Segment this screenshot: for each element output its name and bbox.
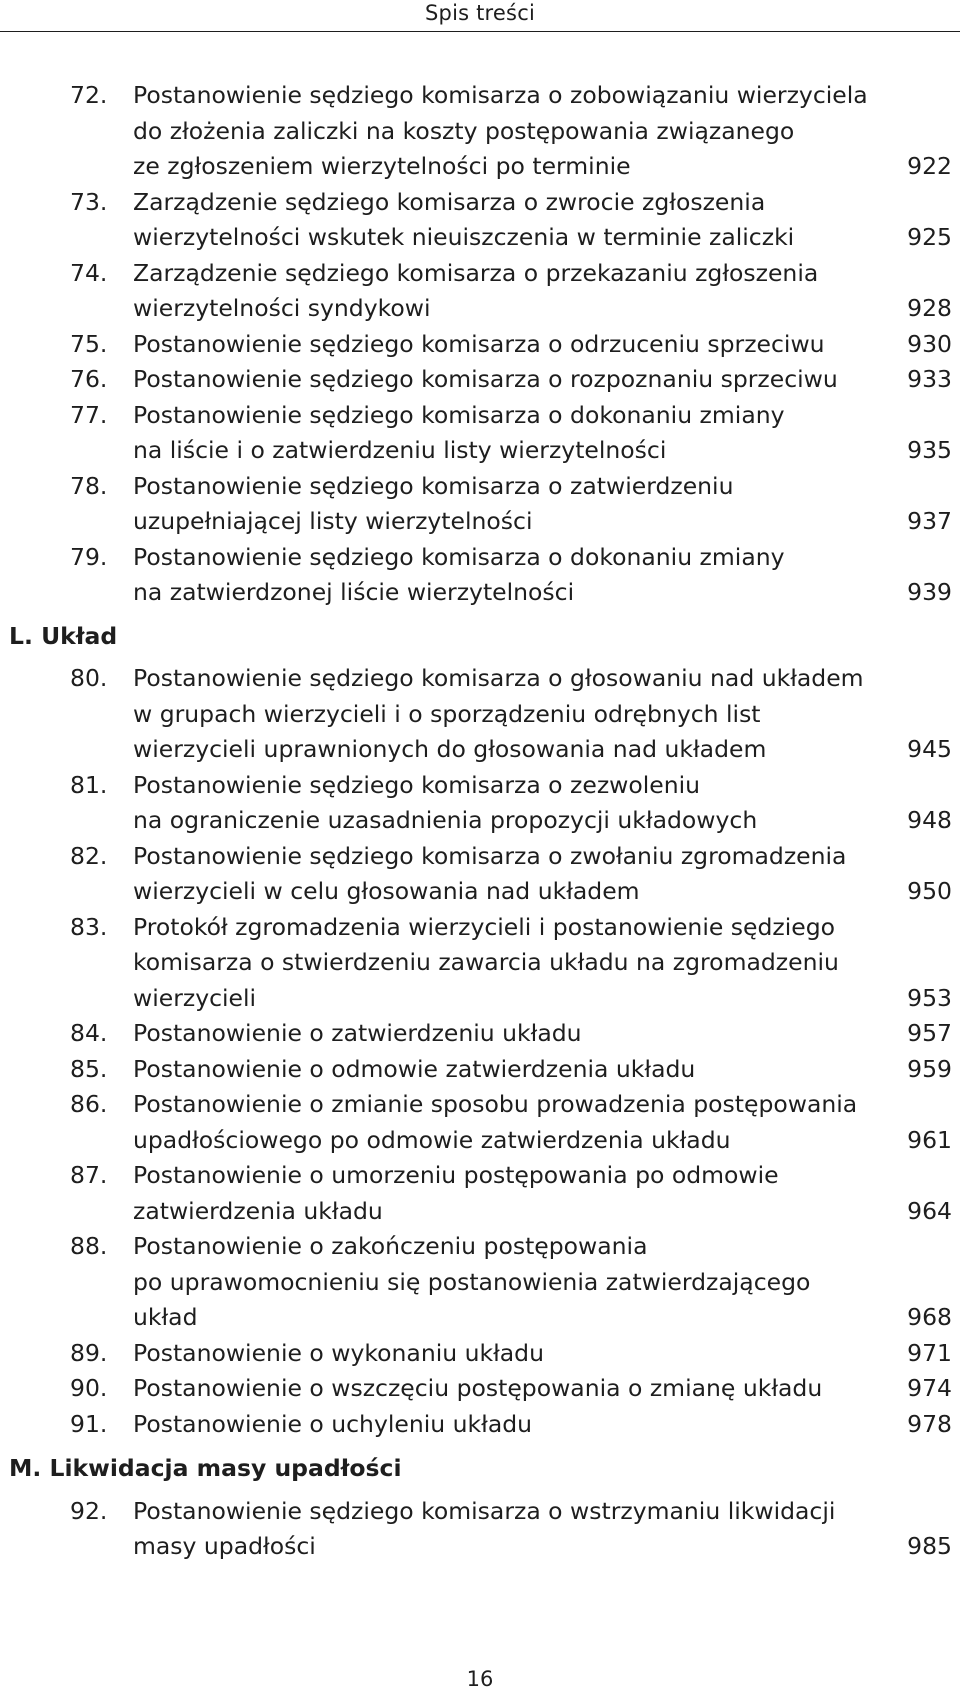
entry-number: 92. xyxy=(70,1496,108,1525)
entry-title-line: masy upadłości xyxy=(133,1532,316,1560)
entry-page-number: 948 xyxy=(907,806,952,834)
entry-page-number: 959 xyxy=(907,1054,952,1083)
entry-title-line: komisarza o stwierdzeniu zawarcia układu na zgromadzeniu xyxy=(133,948,839,976)
entry-page-number: 974 xyxy=(907,1374,952,1402)
entry-title-line: Zarządzenie sędziego komisarza o przekazaniu zgłoszenia xyxy=(133,258,819,287)
entry-title-line: Postanowienie sędziego komisarza o zobowiązaniu wierzyciela xyxy=(133,81,868,109)
entry-number: 77. xyxy=(70,400,108,429)
entry-title-line: wierzycieli uprawnionych do głosowania nad układem xyxy=(133,735,767,763)
entry-title-line: Postanowienie o zmianie sposobu prowadzenia postępowania xyxy=(133,1090,858,1118)
entry-title-line: uzupełniającej listy wierzytelności xyxy=(133,507,533,535)
entry-title-line: Postanowienie o wszczęciu postępowania o zmianę układu xyxy=(133,1374,823,1402)
toc-entry xyxy=(0,1371,960,1407)
entry-page-number: 985 xyxy=(907,1532,952,1560)
entry-number: 76. xyxy=(70,365,108,393)
entry-page-number: 968 xyxy=(907,1303,952,1331)
entry-title-line: Postanowienie sędziego komisarza o głosowaniu nad układem xyxy=(133,664,864,692)
entry-title-line: upadłościowego po odmowie zatwierdzenia układu xyxy=(133,1125,731,1154)
entry-page-number: 933 xyxy=(907,365,952,393)
entry-title-line: Postanowienie o odmowie zatwierdzenia układu xyxy=(133,1054,696,1083)
entry-page-number: 928 xyxy=(907,294,952,322)
entry-title-line: Postanowienie sędziego komisarza o odrzuceniu sprzeciwu xyxy=(133,329,825,358)
entry-page-number: 939 xyxy=(907,578,952,606)
entry-title-line: Postanowienie o zatwierdzeniu układu xyxy=(133,1019,582,1047)
entry-number: 85. xyxy=(70,1054,108,1083)
entry-title-line: zatwierdzenia układu xyxy=(133,1196,383,1225)
toc-entry xyxy=(0,1407,960,1443)
entry-page-number: 950 xyxy=(907,877,952,905)
toc-entry xyxy=(0,540,960,611)
toc-entry xyxy=(0,1494,960,1565)
entry-title-line: wierzycieli w celu głosowania nad układem xyxy=(133,877,640,905)
entry-page-number: 925 xyxy=(907,223,952,251)
entry-number: 79. xyxy=(70,542,108,571)
entry-number: 82. xyxy=(70,841,108,870)
entry-title-line: układ xyxy=(133,1303,198,1331)
entry-number: 75. xyxy=(70,329,108,358)
entry-page-number: 922 xyxy=(907,152,952,180)
entry-number: 81. xyxy=(70,770,108,799)
entry-title-line: wierzytelności syndykowi xyxy=(133,294,431,322)
toc-entry xyxy=(0,910,960,1017)
toc-entry xyxy=(0,661,960,768)
entry-number: 84. xyxy=(70,1019,108,1047)
entry-number: 74. xyxy=(70,258,108,287)
toc-entry xyxy=(0,839,960,910)
toc-entry xyxy=(0,1052,960,1088)
toc-entry xyxy=(0,362,960,398)
toc-group-m xyxy=(0,1494,960,1565)
entry-title-line: Postanowienie o umorzeniu postępowania po odmowie xyxy=(133,1161,779,1189)
entry-number: 89. xyxy=(70,1338,108,1367)
entry-number: 83. xyxy=(70,912,108,941)
entry-title-line: Postanowienie sędziego komisarza o zezwoleniu xyxy=(133,770,701,799)
toc-entry xyxy=(0,1158,960,1229)
page-number: 16 xyxy=(466,1667,494,1691)
entry-title-line: Postanowienie o zakończeniu postępowania xyxy=(133,1232,648,1260)
entry-title-line: do złożenia zaliczki na koszty postępowania związanego xyxy=(133,116,795,145)
entry-number: 88. xyxy=(70,1232,108,1260)
toc-entry xyxy=(0,78,960,185)
entry-title-line: Postanowienie sędziego komisarza o dokonaniu zmiany xyxy=(133,542,785,571)
entry-title-line: wierzytelności wskutek nieuiszczenia w terminie zaliczki xyxy=(133,223,795,251)
entry-number: 87. xyxy=(70,1161,108,1189)
section-heading-m: M. Likwidacja masy upadłości xyxy=(9,1454,402,1482)
header-divider xyxy=(0,31,960,32)
entry-title-line: w grupach wierzycieli i o sporządzeniu odrębnych list xyxy=(133,699,761,728)
toc-entry xyxy=(0,256,960,327)
entry-title-line: Postanowienie sędziego komisarza o zatwierdzeniu xyxy=(133,471,734,500)
toc-entry xyxy=(0,1087,960,1158)
toc-entry xyxy=(0,1336,960,1372)
entry-title-line: Postanowienie sędziego komisarza o dokonaniu zmiany xyxy=(133,400,785,429)
entry-page-number: 961 xyxy=(907,1125,952,1154)
toc-entry xyxy=(0,768,960,839)
entry-title-line: Protokół zgromadzenia wierzycieli i postanowienie sędziego xyxy=(133,912,836,941)
entry-page-number: 964 xyxy=(907,1196,952,1225)
entry-page-number: 937 xyxy=(907,507,952,535)
entry-title-line: wierzycieli xyxy=(133,983,257,1012)
entry-number: 86. xyxy=(70,1090,108,1118)
entry-number: 78. xyxy=(70,471,108,500)
entry-page-number: 953 xyxy=(907,983,952,1012)
toc-group-l xyxy=(0,661,960,1442)
toc-entry xyxy=(0,185,960,256)
toc-entry xyxy=(0,1229,960,1336)
entry-title-line: na ograniczenie uzasadnienia propozycji układowych xyxy=(133,806,758,834)
section-heading-l: L. Układ xyxy=(9,621,118,650)
entry-page-number: 935 xyxy=(907,436,952,464)
entry-title-line: Postanowienie o wykonaniu układu xyxy=(133,1338,544,1367)
entry-title-line: Zarządzenie sędziego komisarza o zwrocie zgłoszenia xyxy=(133,187,766,216)
table-of-contents xyxy=(0,78,960,1565)
entry-page-number: 945 xyxy=(907,735,952,763)
entry-title-line: Postanowienie sędziego komisarza o wstrzymaniu likwidacji xyxy=(133,1496,836,1525)
entry-number: 72. xyxy=(70,81,108,109)
entry-number: 90. xyxy=(70,1374,108,1402)
entry-title-line: Postanowienie sędziego komisarza o zwołaniu zgromadzenia xyxy=(133,841,847,870)
entry-page-number: 978 xyxy=(907,1409,952,1438)
toc-entry xyxy=(0,469,960,540)
entry-title-line: ze zgłoszeniem wierzytelności po terminie xyxy=(133,152,631,180)
toc-entry xyxy=(0,1016,960,1052)
entry-title-line: na zatwierdzonej liście wierzytelności xyxy=(133,578,575,606)
entry-title-line: Postanowienie o uchyleniu układu xyxy=(133,1409,533,1438)
entry-number: 73. xyxy=(70,187,108,216)
entry-title-line: po uprawomocnieniu się postanowienia zatwierdzającego xyxy=(133,1267,811,1296)
toc-entry xyxy=(0,327,960,363)
entry-number: 80. xyxy=(70,664,108,692)
toc-entry xyxy=(0,398,960,469)
entry-page-number: 957 xyxy=(907,1019,952,1047)
entry-title-line: Postanowienie sędziego komisarza o rozpoznaniu sprzeciwu xyxy=(133,365,838,393)
entry-page-number: 971 xyxy=(907,1338,952,1367)
toc-group-k xyxy=(0,78,960,611)
entry-page-number: 930 xyxy=(907,329,952,358)
entry-number: 91. xyxy=(70,1409,108,1438)
running-header: Spis treści xyxy=(425,1,535,25)
entry-title-line: na liście i o zatwierdzeniu listy wierzytelności xyxy=(133,436,667,464)
